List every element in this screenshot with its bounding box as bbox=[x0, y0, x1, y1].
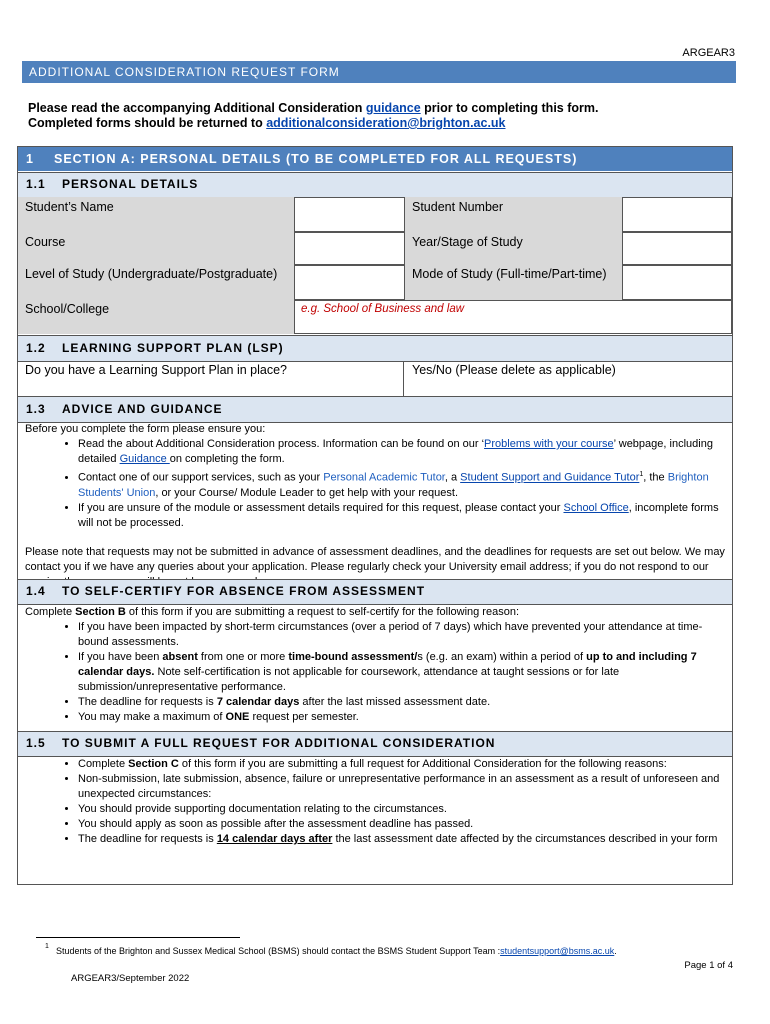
bsms-email-link[interactable]: studentsupport@bsms.ac.uk bbox=[500, 946, 615, 956]
lsp-answer[interactable]: Yes/No (Please delete as applicable) bbox=[412, 363, 616, 377]
email-link[interactable]: additionalconsideration@brighton.ac.uk bbox=[266, 116, 506, 130]
ssg-tutor-link[interactable]: Student Support and Guidance Tutor bbox=[460, 471, 640, 484]
student-number-label: Student Number bbox=[405, 197, 622, 232]
advice-note: Please note that requests may not be submitted in advance of assessment deadlines, and the deadlines for requests are set out below. We may contact you if we have any queries about your application. Please regularly check your University email address; if you do not respond to our bbox=[25, 545, 725, 573]
section-a-header: 1 SECTION A: PERSONAL DETAILS (TO BE COMPLETED FOR ALL REQUESTS) bbox=[18, 147, 732, 171]
level-study-label: Level of Study (Undergraduate/Postgraduate) bbox=[18, 265, 294, 300]
personal-details-header: 1.1 PERSONAL DETAILS bbox=[18, 172, 732, 198]
guidance-link-2[interactable]: Guidance bbox=[119, 453, 170, 465]
doc-code: ARGEAR3 bbox=[682, 47, 735, 59]
course-field[interactable] bbox=[294, 232, 405, 265]
advice-body: Before you complete the form please ensure you: • Read the about Additional Consideration process. Information can be found on our ‘Problems with your course’ webpage, including detailed Guidance on completing the form. • Contact one of our support services, such as your Personal Academic Tutor, a Student Support and Guidance Tutor$^1$, the Brighton Students' Union, or your Course/ Module Leader to get help with your request. • If you are unsure of the module or assessment details required for this request, please contact your School Office, incomplete forms will not be processed. Please note that requests may not be submitted in advance of assessment deadlines, and the deadlines for requests are set out below. We may contact you if we have any queries about your application. Please regularly check your University email address; if you do not respond to our bbox=[25, 422, 725, 590]
intro: Please read the accompanying Additional Consideration guidance prior to completing this form. Completed forms should be returned to additionalconsideration@brighton.ac.uk bbox=[28, 101, 599, 130]
page-number: Page 1 of 4 bbox=[684, 960, 733, 971]
version-label: ARGEAR3/September 2022 bbox=[71, 973, 190, 984]
level-study-field[interactable] bbox=[294, 265, 405, 300]
year-stage-label: Year/Stage of Study bbox=[405, 232, 622, 265]
mode-study-field[interactable] bbox=[622, 265, 732, 300]
guidance-link[interactable]: guidance bbox=[365, 101, 421, 115]
lsp-header: 1.2 LEARNING SUPPORT PLAN (LSP) bbox=[18, 335, 732, 362]
mode-study-label: Mode of Study (Full-time/Part-time) bbox=[405, 265, 622, 300]
advice-bullet-3: • If you are unsure of the module or assessment details required for this request, please contact your School Office, incomplete forms will not be processed. bbox=[78, 501, 725, 531]
school-office-link[interactable]: School Office bbox=[563, 501, 629, 514]
advice-bullet-2: • Contact one of our support services, such as your Personal Academic Tutor, a Student Support and Guidance Tutor$^1$, the Brighton Students' Union, or your Course/ Module Leader to get help with your request. bbox=[78, 467, 725, 501]
year-stage-field[interactable] bbox=[622, 232, 732, 265]
lsp-question: Do you have a Learning Support Plan in place? bbox=[18, 362, 404, 396]
school-example: e.g. School of Business and law bbox=[301, 303, 465, 315]
self-certify-body: Complete Section B of this form if you are submitting a request to self-certify for the following reason: • If you have been impacted by short-term circumstances (over a period of 7 days) which have prevented your attendance at time-bound assessments. • If you have been absent from one or more time-bound assessment/s (e.g. an exam) within a period of up to and including 7 calendar days. Note self-certification is not applicable for coursework, attendance at taught sessions or for late submission/unrepresentative performance. • The deadline for requests is 7 calendar days after the last missed assessment date. • You may make a maximum of ONE request per semester. bbox=[25, 605, 725, 725]
advice-header: 1.3 ADVICE AND GUIDANCE bbox=[18, 396, 732, 423]
student-number-field[interactable] bbox=[622, 197, 732, 232]
problems-course-link[interactable]: Problems with your course bbox=[484, 438, 614, 450]
footnote-rule bbox=[36, 937, 240, 938]
students-name-label: Student’s Name bbox=[18, 197, 294, 232]
full-request-body: • Complete Section C of this form if you are submitting a full request for Additional Consideration for the following reasons: • Non-submission, late submission, absence, failure or unrepresentative performance in an assessment as a result of unforeseen and unexpected circumstances: • You should provide supporting documentation relating to the circumstances. • You should apply as soon as possible after the assessment deadline has passed. • The deadline for requests is 14 calendar days after the last assessment date affected by the circumstances described in your form bbox=[25, 757, 725, 847]
advice-bullet-1: • Read the about Additional Consideration process. Information can be found on our ‘Problems with your course’ webpage, including detailed Guidance on completing the form. bbox=[78, 437, 725, 467]
students-name-field[interactable] bbox=[294, 197, 405, 232]
footnote: 1 Students of the Brighton and Sussex Medical School (BSMS) should contact the BSMS Student Support Team :studentsupport@bsms.ac.uk. bbox=[45, 943, 617, 956]
school-field[interactable] bbox=[294, 300, 732, 334]
school-label: School/College bbox=[18, 300, 294, 334]
form-title: ADDITIONAL CONSIDERATION REQUEST FORM bbox=[22, 61, 736, 83]
course-label: Course bbox=[18, 232, 294, 265]
self-certify-header: 1.4 TO SELF-CERTIFY FOR ABSENCE FROM ASSESSMENT bbox=[18, 579, 732, 605]
full-request-header: 1.5 TO SUBMIT A FULL REQUEST FOR ADDITIONAL CONSIDERATION bbox=[18, 731, 732, 757]
